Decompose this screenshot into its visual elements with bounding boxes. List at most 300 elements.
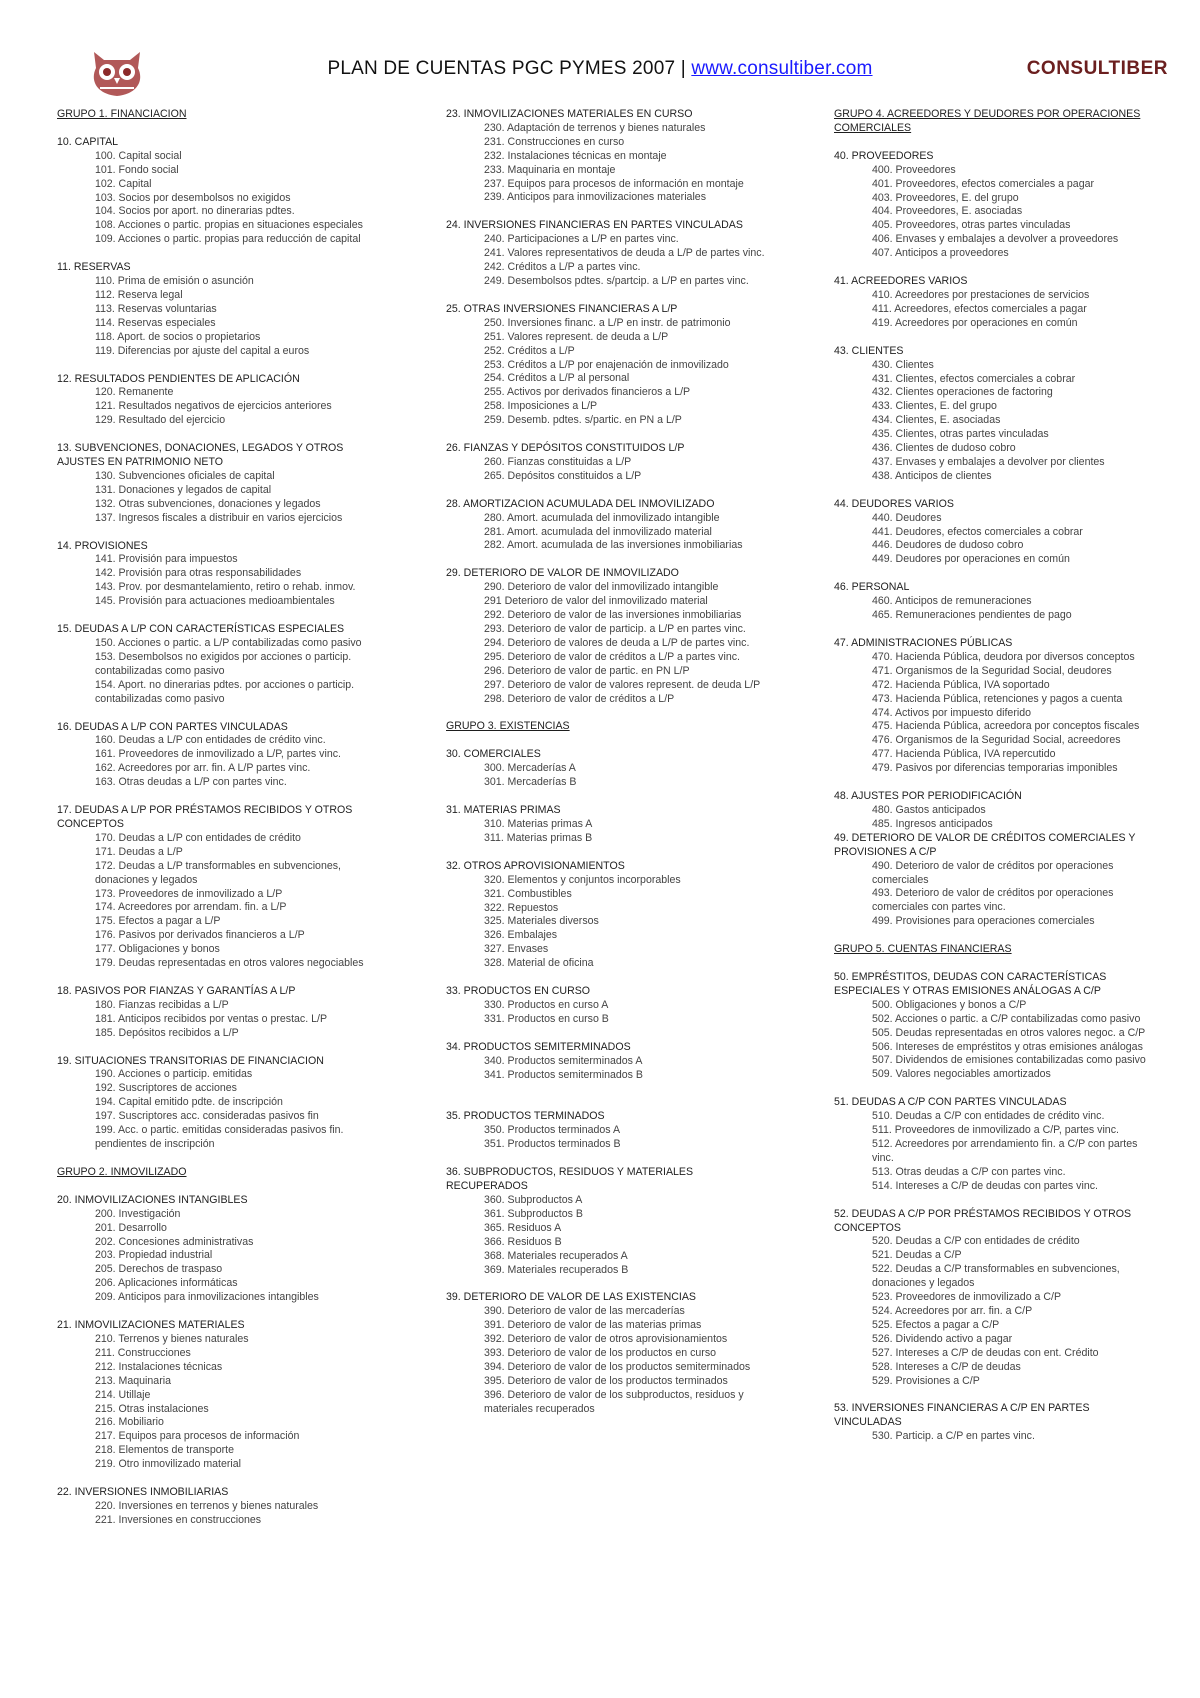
account-item: 368. Materiales recuperados A xyxy=(484,1249,628,1262)
account-item: 530. Particip. a C/P en partes vinc. xyxy=(872,1430,1035,1443)
account-item: 102. Capital xyxy=(95,177,152,190)
account-item: 360. Subproductos A xyxy=(484,1194,583,1206)
account-item: 180. Fianzas recibidas a L/P xyxy=(95,998,229,1011)
account-item: 479. Pasivos por diferencias temporarias imponibles xyxy=(872,762,1118,775)
account-list xyxy=(57,1500,379,1528)
account-item: 320. Elementos y conjuntos incorporables xyxy=(484,873,681,886)
account-item: 341. Productos semiterminados B xyxy=(484,1068,643,1081)
account-section xyxy=(446,860,768,971)
account-item: 171. Deudas a L/P xyxy=(95,845,183,858)
account-item: 211. Construcciones xyxy=(95,1346,191,1359)
account-item: 470. Hacienda Pública, deudora por diversos conceptos xyxy=(872,650,1135,663)
section-title: 25. OTRAS INVERSIONES FINANCIERAS A L/P xyxy=(446,302,678,315)
section-title: 19. SITUACIONES TRANSITORIAS DE FINANCIACION xyxy=(57,1054,324,1067)
account-item: 129. Resultado del ejercicio xyxy=(95,414,226,427)
account-item: 259. Desemb. pdtes. s/partic. en PN a L/P xyxy=(484,414,682,427)
section-title: 14. PROVISIONES xyxy=(57,539,148,552)
account-item: 441. Deudores, efectos comerciales a cobrar xyxy=(872,525,1083,538)
account-item: 331. Productos en curso B xyxy=(484,1012,609,1025)
account-item: 162. Acreedores por arr. fin. A L/P partes vinc. xyxy=(95,762,311,775)
section-title: 39. DETERIORO DE VALOR DE LAS EXISTENCIAS xyxy=(446,1291,697,1304)
account-section xyxy=(446,985,768,1027)
account-item: 132. Otras subvenciones, donaciones y legados xyxy=(95,497,321,510)
account-item: 350. Productos terminados A xyxy=(484,1124,621,1137)
account-list xyxy=(57,1068,379,1151)
account-list xyxy=(834,860,1156,930)
account-item: 143. Prov. por desmantelamiento, retiro o rehab. inmov. xyxy=(95,581,356,594)
account-section xyxy=(446,303,768,428)
account-item: 472. Hacienda Pública, IVA soportado xyxy=(872,678,1050,691)
group-heading: GRUPO 2. INMOVILIZADO xyxy=(57,1165,187,1178)
section-title: 26. FIANZAS Y DEPÓSITOS CONSTITUIDOS L/P xyxy=(446,442,685,455)
account-section xyxy=(834,345,1156,484)
account-item: 330. Productos en curso A xyxy=(484,998,609,1011)
account-item: 298. Deterioro de valor de créditos a L/P xyxy=(484,692,675,705)
section-title: 24. INVERSIONES FINANCIERAS EN PARTES VINCULADAS xyxy=(446,219,743,232)
account-list xyxy=(834,164,1156,261)
document-title xyxy=(0,58,1200,80)
account-section xyxy=(57,804,379,971)
account-item: 221. Inversiones en construcciones xyxy=(95,1513,262,1526)
title-text: PLAN DE CUENTAS PGC PYMES 2007 | xyxy=(327,58,692,79)
account-item: 419. Acreedores por operaciones en común xyxy=(872,316,1078,329)
account-item: 322. Repuestos xyxy=(484,901,559,914)
account-section xyxy=(57,442,379,525)
account-item: 493. Deterioro de valor de créditos por operaciones comerciales con partes vinc. xyxy=(872,887,1114,914)
section-spacer xyxy=(446,1096,768,1110)
account-item: 190. Acciones o particip. emitidas xyxy=(95,1068,253,1081)
account-item: 446. Deudores de dudoso cobro xyxy=(872,539,1024,552)
account-list xyxy=(57,734,379,790)
account-item: 101. Fondo social xyxy=(95,163,179,176)
section-title: 12. RESULTADOS PENDIENTES DE APLICACIÓN xyxy=(57,372,300,385)
account-item: 396. Deterioro de valor de los subproductos, residuos y materiales recuperados xyxy=(484,1388,744,1415)
account-item: 311. Materias primas B xyxy=(484,831,593,844)
account-item: 521. Deudas a C/P xyxy=(872,1249,962,1262)
account-section xyxy=(834,790,1156,832)
account-item: 194. Capital emitido pdte. de inscripción xyxy=(95,1096,283,1109)
group-heading: GRUPO 3. EXISTENCIAS xyxy=(446,720,570,733)
account-item: 172. Deudas a L/P transformables en subvenciones, donaciones y legados xyxy=(95,859,341,886)
account-list xyxy=(446,762,768,790)
account-item: 108. Acciones o partic. propias en situaciones especiales xyxy=(95,219,363,232)
account-item: 173. Proveedores de inmovilizado a L/P xyxy=(95,887,283,900)
account-item: 436. Clientes de dudoso cobro xyxy=(872,442,1016,455)
account-item: 260. Fianzas constituidas a L/P xyxy=(484,455,632,468)
account-item: 437. Envases y embalajes a devolver por clientes xyxy=(872,455,1105,468)
section-title: 34. PRODUCTOS SEMITERMINADOS xyxy=(446,1040,631,1053)
section-title: 17. DEUDAS A L/P POR PRÉSTAMOS RECIBIDOS Y OTROS CONCEPTOS xyxy=(57,804,353,830)
account-item: 480. Gastos anticipados xyxy=(872,803,986,816)
account-list xyxy=(446,233,768,289)
account-item: 250. Inversiones financ. a L/P en instr. de patrimonio xyxy=(484,316,731,329)
section-title: 28. AMORTIZACION ACUMULADA DEL INMOVILIZADO xyxy=(446,497,715,510)
section-title: 32. OTROS APROVISIONAMIENTOS xyxy=(446,859,625,872)
account-item: 407. Anticipos a proveedores xyxy=(872,247,1009,260)
account-item: 403. Proveedores, E. del grupo xyxy=(872,191,1019,204)
account-item: 145. Provisión para actuaciones medioambientales xyxy=(95,595,335,608)
account-item: 216. Mobiliario xyxy=(95,1416,164,1429)
account-list xyxy=(57,470,379,526)
section-title: 51. DEUDAS A C/P CON PARTES VINCULADAS xyxy=(834,1096,1067,1109)
account-item: 217. Equipos para procesos de información xyxy=(95,1430,300,1443)
account-item: 328. Material de oficina xyxy=(484,957,594,970)
account-item: 237. Equipos para procesos de información en montaje xyxy=(484,177,744,190)
account-section xyxy=(446,442,768,484)
account-section xyxy=(57,623,379,706)
account-item: 213. Maquinaria xyxy=(95,1374,171,1387)
section-title: 18. PASIVOS POR FIANZAS Y GARANTÍAS A L/P xyxy=(57,984,296,997)
account-item: 131. Donaciones y legados de capital xyxy=(95,483,272,496)
account-item: 529. Provisiones a C/P xyxy=(872,1374,980,1387)
section-title: 52. DEUDAS A C/P POR PRÉSTAMOS RECIBIDOS Y OTROS CONCEPTOS xyxy=(834,1207,1132,1234)
column-2 xyxy=(446,108,768,1431)
group-heading: GRUPO 5. CUENTAS FINANCIERAS xyxy=(834,943,1012,956)
account-section xyxy=(446,804,768,846)
account-item: 282. Amort. acumulada de las inversiones inmobiliarias xyxy=(484,539,743,552)
account-item: 253. Créditos a L/P por enajenación de inmovilizado xyxy=(484,358,729,371)
account-list xyxy=(57,1208,379,1305)
account-section xyxy=(446,1291,768,1416)
section-title: 48. AJUSTES POR PERIODIFICACIÓN xyxy=(834,790,1022,803)
account-list xyxy=(57,637,379,707)
account-item: 231. Construcciones en curso xyxy=(484,135,625,148)
account-item: 369. Materiales recuperados B xyxy=(484,1263,629,1276)
account-list xyxy=(834,999,1156,1082)
account-item: 405. Proveedores, otras partes vinculadas xyxy=(872,219,1071,232)
account-item: 325. Materiales diversos xyxy=(484,915,599,928)
account-item: 366. Residuos B xyxy=(484,1235,562,1248)
account-item: 137. Ingresos fiscales a distribuir en varios ejercicios xyxy=(95,511,343,524)
group-heading: GRUPO 4. ACREEDORES Y DEUDORES POR OPERACIONES COMERCIALES xyxy=(834,108,1141,134)
account-item: 361. Subproductos B xyxy=(484,1207,583,1220)
account-item: 114. Reservas especiales xyxy=(95,316,216,329)
account-section xyxy=(834,581,1156,623)
account-list xyxy=(834,289,1156,331)
account-item: 512. Acreedores por arrendamiento fin. a C/P con partes vinc. xyxy=(872,1138,1138,1164)
section-title: 35. PRODUCTOS TERMINADOS xyxy=(446,1110,605,1123)
account-item: 301. Mercaderías B xyxy=(484,776,577,789)
account-list xyxy=(834,651,1156,776)
account-section xyxy=(57,1194,379,1305)
account-item: 401. Proveedores, efectos comerciales a pagar xyxy=(872,177,1095,190)
account-list xyxy=(446,122,768,205)
account-item: 215. Otras instalaciones xyxy=(95,1402,209,1415)
section-title: 10. CAPITAL xyxy=(57,135,119,148)
account-list xyxy=(57,1333,379,1472)
account-item: 297. Deterioro de valor de valores represent. de deuda L/P xyxy=(484,678,761,691)
account-section xyxy=(57,721,379,791)
account-list xyxy=(446,317,768,428)
account-item: 434. Clientes, E. asociadas xyxy=(872,414,1001,427)
account-item: 526. Dividendo activo a pagar xyxy=(872,1332,1013,1345)
account-item: 199. Acc. o partic. emitidas consideradas pasivos fin. pendientes de inscripción xyxy=(95,1124,344,1150)
account-item: 233. Maquinaria en montaje xyxy=(484,163,616,176)
account-item: 110. Prima de emisión o asunción xyxy=(95,275,254,288)
group-heading: GRUPO 1. FINANCIACION xyxy=(57,108,187,120)
account-item: 239. Anticipos para inmovilizaciones materiales xyxy=(484,191,706,204)
account-item: 160. Deudas a L/P con entidades de crédito vinc. xyxy=(95,734,326,747)
account-item: 431. Clientes, efectos comerciales a cobrar xyxy=(872,372,1076,385)
section-title: 40. PROVEEDORES xyxy=(834,149,934,162)
account-item: 490. Deterioro de valor de créditos por operaciones comerciales xyxy=(872,859,1114,886)
account-item: 130. Subvenciones oficiales de capital xyxy=(95,469,275,482)
account-item: 432. Clientes operaciones de factoring xyxy=(872,386,1053,399)
account-item: 219. Otro inmovilizado material xyxy=(95,1458,242,1471)
account-item: 522. Deudas a C/P transformables en subvenciones, donaciones y legados xyxy=(872,1263,1120,1290)
account-item: 295. Deterioro de valor de créditos a L/P a partes vinc. xyxy=(484,650,740,663)
column-1 xyxy=(57,108,379,1542)
account-item: 390. Deterioro de valor de las mercaderías xyxy=(484,1305,685,1318)
account-item: 154. Aport. no dinerarias pdtes. por acciones o particip. contabilizadas como pasivo xyxy=(95,678,355,705)
account-item: 118. Aport. de socios o propietarios xyxy=(95,330,261,343)
account-item: 121. Resultados negativos de ejercicios anteriores xyxy=(95,400,332,413)
account-item: 326. Embalajes xyxy=(484,929,558,942)
account-section xyxy=(834,1208,1156,1389)
section-title: 46. PERSONAL xyxy=(834,581,910,594)
account-item: 209. Anticipos para inmovilizaciones intangibles xyxy=(95,1291,319,1304)
account-section xyxy=(446,567,768,706)
account-section xyxy=(834,637,1156,776)
account-section xyxy=(57,136,379,247)
account-list xyxy=(446,1305,768,1416)
account-item: 410. Acreedores por prestaciones de servicios xyxy=(872,288,1090,301)
account-item: 395. Deterioro de valor de los productos terminados xyxy=(484,1374,728,1387)
account-item: 230. Adaptación de terrenos y bienes naturales xyxy=(484,121,706,134)
account-item: 181. Anticipos recibidos por ventas o prestac. L/P xyxy=(95,1012,328,1025)
section-title: 50. EMPRÉSTITOS, DEUDAS CON CARACTERÍSTICAS ESPECIALES Y OTRAS EMISIONES ANÁLOGAS A C/P xyxy=(834,971,1107,997)
account-item: 474. Activos por impuesto diferido xyxy=(872,706,1031,719)
section-title: 53. INVERSIONES FINANCIERAS A C/P EN PARTES VINCULADAS xyxy=(834,1402,1090,1429)
account-list xyxy=(834,595,1156,623)
account-item: 218. Elementos de transporte xyxy=(95,1444,234,1457)
section-title: 20. INMOVILIZACIONES INTANGIBLES xyxy=(57,1193,248,1206)
account-list xyxy=(446,456,768,484)
account-item: 471. Organismos de la Seguridad Social, deudores xyxy=(872,664,1112,677)
account-item: 153. Desembolsos no exigidos por acciones o particip. contabilizadas como pasivo xyxy=(95,650,352,677)
account-item: 203. Propiedad industrial xyxy=(95,1249,213,1262)
account-item: 109. Acciones o partic. propias para reducción de capital xyxy=(95,233,361,246)
account-item: 406. Envases y embalajes a devolver a proveedores xyxy=(872,233,1119,246)
account-item: 475. Hacienda Pública, acreedora por conceptos fiscales xyxy=(872,720,1140,733)
account-item: 400. Proveedores xyxy=(872,163,956,176)
account-item: 296. Deterioro de valor de partic. en PN L/P xyxy=(484,664,690,677)
account-item: 150. Acciones o partic. a L/P contabilizadas como pasivo xyxy=(95,637,362,649)
account-item: 499. Provisiones para operaciones comerciales xyxy=(872,915,1095,928)
account-item: 327. Envases xyxy=(484,943,549,956)
account-item: 249. Desembolsos pdtes. s/partcip. a L/P en partes vinc. xyxy=(484,274,749,287)
account-item: 321. Combustibles xyxy=(484,887,572,900)
account-list xyxy=(834,359,1156,484)
section-title: 44. DEUDORES VARIOS xyxy=(834,497,954,510)
account-item: 212. Instalaciones técnicas xyxy=(95,1360,223,1373)
account-list xyxy=(446,874,768,971)
account-item: 411. Acreedores, efectos comerciales a pagar xyxy=(872,302,1087,315)
account-item: 104. Socios por aport. no dinerarias pdtes. xyxy=(95,205,295,218)
account-item: 119. Diferencias por ajuste del capital a euros xyxy=(95,344,310,357)
account-item: 161. Proveedores de inmovilizado a L/P, partes vinc. xyxy=(95,748,341,761)
account-item: 103. Socios por desembolsos no exigidos xyxy=(95,191,291,204)
section-title: 33. PRODUCTOS EN CURSO xyxy=(446,985,591,998)
section-title: 31. MATERIAS PRIMAS xyxy=(446,804,561,817)
account-item: 523. Proveedores de inmovilizado a C/P xyxy=(872,1291,1062,1304)
account-item: 460. Anticipos de remuneraciones xyxy=(872,595,1032,608)
account-list xyxy=(446,1124,768,1152)
account-list xyxy=(446,1055,768,1083)
account-list xyxy=(57,832,379,971)
account-item: 281. Amort. acumulada del inmovilizado material xyxy=(484,525,712,538)
section-title: 30. COMERCIALES xyxy=(446,748,541,761)
account-item: 435. Clientes, otras partes vinculadas xyxy=(872,428,1049,441)
account-item: 527. Intereses a C/P de deudas con ent. Crédito xyxy=(872,1346,1099,1359)
account-item: 392. Deterioro de valor de otros aprovisionamientos xyxy=(484,1333,728,1346)
account-list xyxy=(57,275,379,358)
account-item: 525. Efectos a pagar a C/P xyxy=(872,1318,1000,1331)
account-item: 252. Créditos a L/P xyxy=(484,344,575,357)
account-list xyxy=(834,1430,1156,1444)
account-item: 100. Capital social xyxy=(95,149,182,162)
account-item: 192. Suscriptores de acciones xyxy=(95,1082,237,1095)
account-item: 240. Participaciones a L/P en partes vinc. xyxy=(484,233,679,246)
account-item: 265. Depósitos constituidos a L/P xyxy=(484,469,642,482)
account-item: 340. Productos semiterminados A xyxy=(484,1054,643,1067)
account-list xyxy=(446,999,768,1027)
account-item: 506. Intereses de empréstitos y otras emisiones análogas xyxy=(872,1040,1143,1053)
account-item: 210. Terrenos y bienes naturales xyxy=(95,1332,249,1345)
account-item: 142. Provisión para otras responsabilidades xyxy=(95,567,302,580)
account-item: 185. Depósitos recibidos a L/P xyxy=(95,1026,239,1039)
account-item: 513. Otras deudas a C/P con partes vinc. xyxy=(872,1165,1066,1178)
account-item: 514. Intereses a C/P de deudas con partes vinc. xyxy=(872,1179,1098,1192)
account-item: 449. Deudores por operaciones en común xyxy=(872,553,1070,566)
section-title: 23. INMOVILIZACIONES MATERIALES EN CURSO xyxy=(446,108,693,120)
account-section xyxy=(446,1041,768,1083)
account-item: 174. Acreedores por arrendam. fin. a L/P xyxy=(95,901,287,914)
account-item: 241. Valores representativos de deuda a L/P de partes vinc. xyxy=(484,247,765,260)
account-item: 438. Anticipos de clientes xyxy=(872,469,992,482)
account-item: 120. Remanente xyxy=(95,386,174,399)
account-item: 163. Otras deudas a L/P con partes vinc. xyxy=(95,776,287,789)
account-item: 254. Créditos a L/P al personal xyxy=(484,372,630,385)
account-list xyxy=(57,553,379,609)
account-item: 170. Deudas a L/P con entidades de crédito xyxy=(95,831,301,844)
account-item: 393. Deterioro de valor de los productos en curso xyxy=(484,1347,717,1360)
account-item: 290. Deterioro de valor del inmovilizado intangible xyxy=(484,581,719,594)
section-title: 43. CLIENTES xyxy=(834,344,904,357)
account-item: 294. Deterioro de valores de deuda a L/P de partes vinc. xyxy=(484,636,750,649)
column-3 xyxy=(834,108,1156,1458)
account-item: 507. Dividendos de emisiones contabilizadas como pasivo xyxy=(872,1054,1146,1067)
website-link[interactable]: www.consultiber.com xyxy=(691,58,873,79)
account-section xyxy=(57,1319,379,1472)
account-section xyxy=(834,1402,1156,1444)
account-item: 141. Provisión para impuestos xyxy=(95,553,238,566)
account-item: 502. Acciones o partic. a C/P contabilizadas como pasivo xyxy=(872,1012,1141,1025)
section-title: 22. INVERSIONES INMOBILIARIAS xyxy=(57,1486,229,1499)
account-item: 476. Organismos de la Seguridad Social, acreedores xyxy=(872,734,1121,747)
account-item: 112. Reserva legal xyxy=(95,288,183,301)
account-item: 293. Deterioro de valor de particip. a L/P en partes vinc. xyxy=(484,623,746,635)
account-item: 197. Suscriptores acc. consideradas pasivos fin xyxy=(95,1110,319,1123)
account-item: 473. Hacienda Pública, retenciones y pagos a cuenta xyxy=(872,692,1123,705)
account-list xyxy=(446,818,768,846)
account-item: 206. Aplicaciones informáticas xyxy=(95,1277,238,1290)
account-section xyxy=(57,373,379,429)
account-item: 485. Ingresos anticipados xyxy=(872,817,993,830)
account-section xyxy=(446,748,768,790)
account-item: 292. Deterioro de valor de las inversiones inmobiliarias xyxy=(484,609,742,622)
account-item: 258. Imposiciones a L/P xyxy=(484,400,598,413)
account-item: 201. Desarrollo xyxy=(95,1221,167,1234)
account-item: 242. Créditos a L/P a partes vinc. xyxy=(484,261,641,274)
account-list xyxy=(57,150,379,247)
account-item: 280. Amort. acumulada del inmovilizado intangible xyxy=(484,511,720,524)
account-item: 205. Derechos de traspaso xyxy=(95,1263,223,1276)
account-item: 520. Deudas a C/P con entidades de crédito xyxy=(872,1235,1080,1248)
account-list xyxy=(446,1194,768,1277)
account-item: 232. Instalaciones técnicas en montaje xyxy=(484,149,667,162)
account-item: 351. Productos terminados B xyxy=(484,1138,621,1151)
account-section xyxy=(446,1110,768,1152)
page-header xyxy=(0,0,1200,110)
section-title: 47. ADMINISTRACIONES PÚBLICAS xyxy=(834,637,1013,649)
account-item: 310. Materias primas A xyxy=(484,817,593,830)
account-item: 365. Residuos A xyxy=(484,1221,562,1234)
account-item: 255. Activos por derivados financieros a L/P xyxy=(484,386,691,399)
brand-logo-text: CONSULTIBER xyxy=(1026,58,1168,79)
account-item: 202. Concesiones administrativas xyxy=(95,1235,254,1248)
account-item: 510. Deudas a C/P con entidades de crédito vinc. xyxy=(872,1110,1105,1123)
account-list xyxy=(446,581,768,706)
account-list xyxy=(834,1110,1156,1193)
account-item: 528. Intereses a C/P de deudas xyxy=(872,1360,1021,1373)
section-title: 21. INMOVILIZACIONES MATERIALES xyxy=(57,1319,245,1332)
account-item: 300. Mercaderías A xyxy=(484,762,576,775)
account-item: 430. Clientes xyxy=(872,358,934,371)
account-item: 477. Hacienda Pública, IVA repercutido xyxy=(872,748,1056,761)
account-item: 440. Deudores xyxy=(872,511,942,524)
account-item: 200. Investigación xyxy=(95,1207,181,1220)
account-item: 509. Valores negociables amortizados xyxy=(872,1068,1051,1081)
account-list xyxy=(57,386,379,428)
account-item: 524. Acreedores por arr. fin. a C/P xyxy=(872,1304,1033,1317)
section-title: 41. ACREEDORES VARIOS xyxy=(834,275,968,288)
account-item: 500. Obligaciones y bonos a C/P xyxy=(872,998,1027,1011)
section-title: 29. DETERIORO DE VALOR DE INMOVILIZADO xyxy=(446,567,679,580)
account-section xyxy=(57,261,379,358)
account-item: 251. Valores represent. de deuda a L/P xyxy=(484,330,669,343)
account-section xyxy=(446,219,768,289)
account-section xyxy=(834,275,1156,331)
account-item: 220. Inversiones en terrenos y bienes naturales xyxy=(95,1499,319,1512)
account-item: 391. Deterioro de valor de las materias primas xyxy=(484,1319,702,1332)
account-item: 511. Proveedores de inmovilizado a C/P, partes vinc. xyxy=(872,1124,1119,1137)
account-item: 113. Reservas voluntarias xyxy=(95,302,217,315)
account-item: 179. Deudas representadas en otros valores negociables xyxy=(95,957,364,970)
account-item: 465. Remuneraciones pendientes de pago xyxy=(872,609,1072,622)
account-section xyxy=(446,498,768,554)
account-section xyxy=(57,985,379,1041)
account-section xyxy=(446,1166,768,1277)
account-section xyxy=(57,540,379,610)
account-section xyxy=(834,832,1156,929)
account-section xyxy=(834,971,1156,1082)
account-section xyxy=(446,108,768,205)
account-section xyxy=(57,1055,379,1152)
account-item: 433. Clientes, E. del grupo xyxy=(872,400,997,413)
section-title: 11. RESERVAS xyxy=(57,261,131,274)
account-item: 176. Pasivos por derivados financieros a L/P xyxy=(95,929,305,942)
